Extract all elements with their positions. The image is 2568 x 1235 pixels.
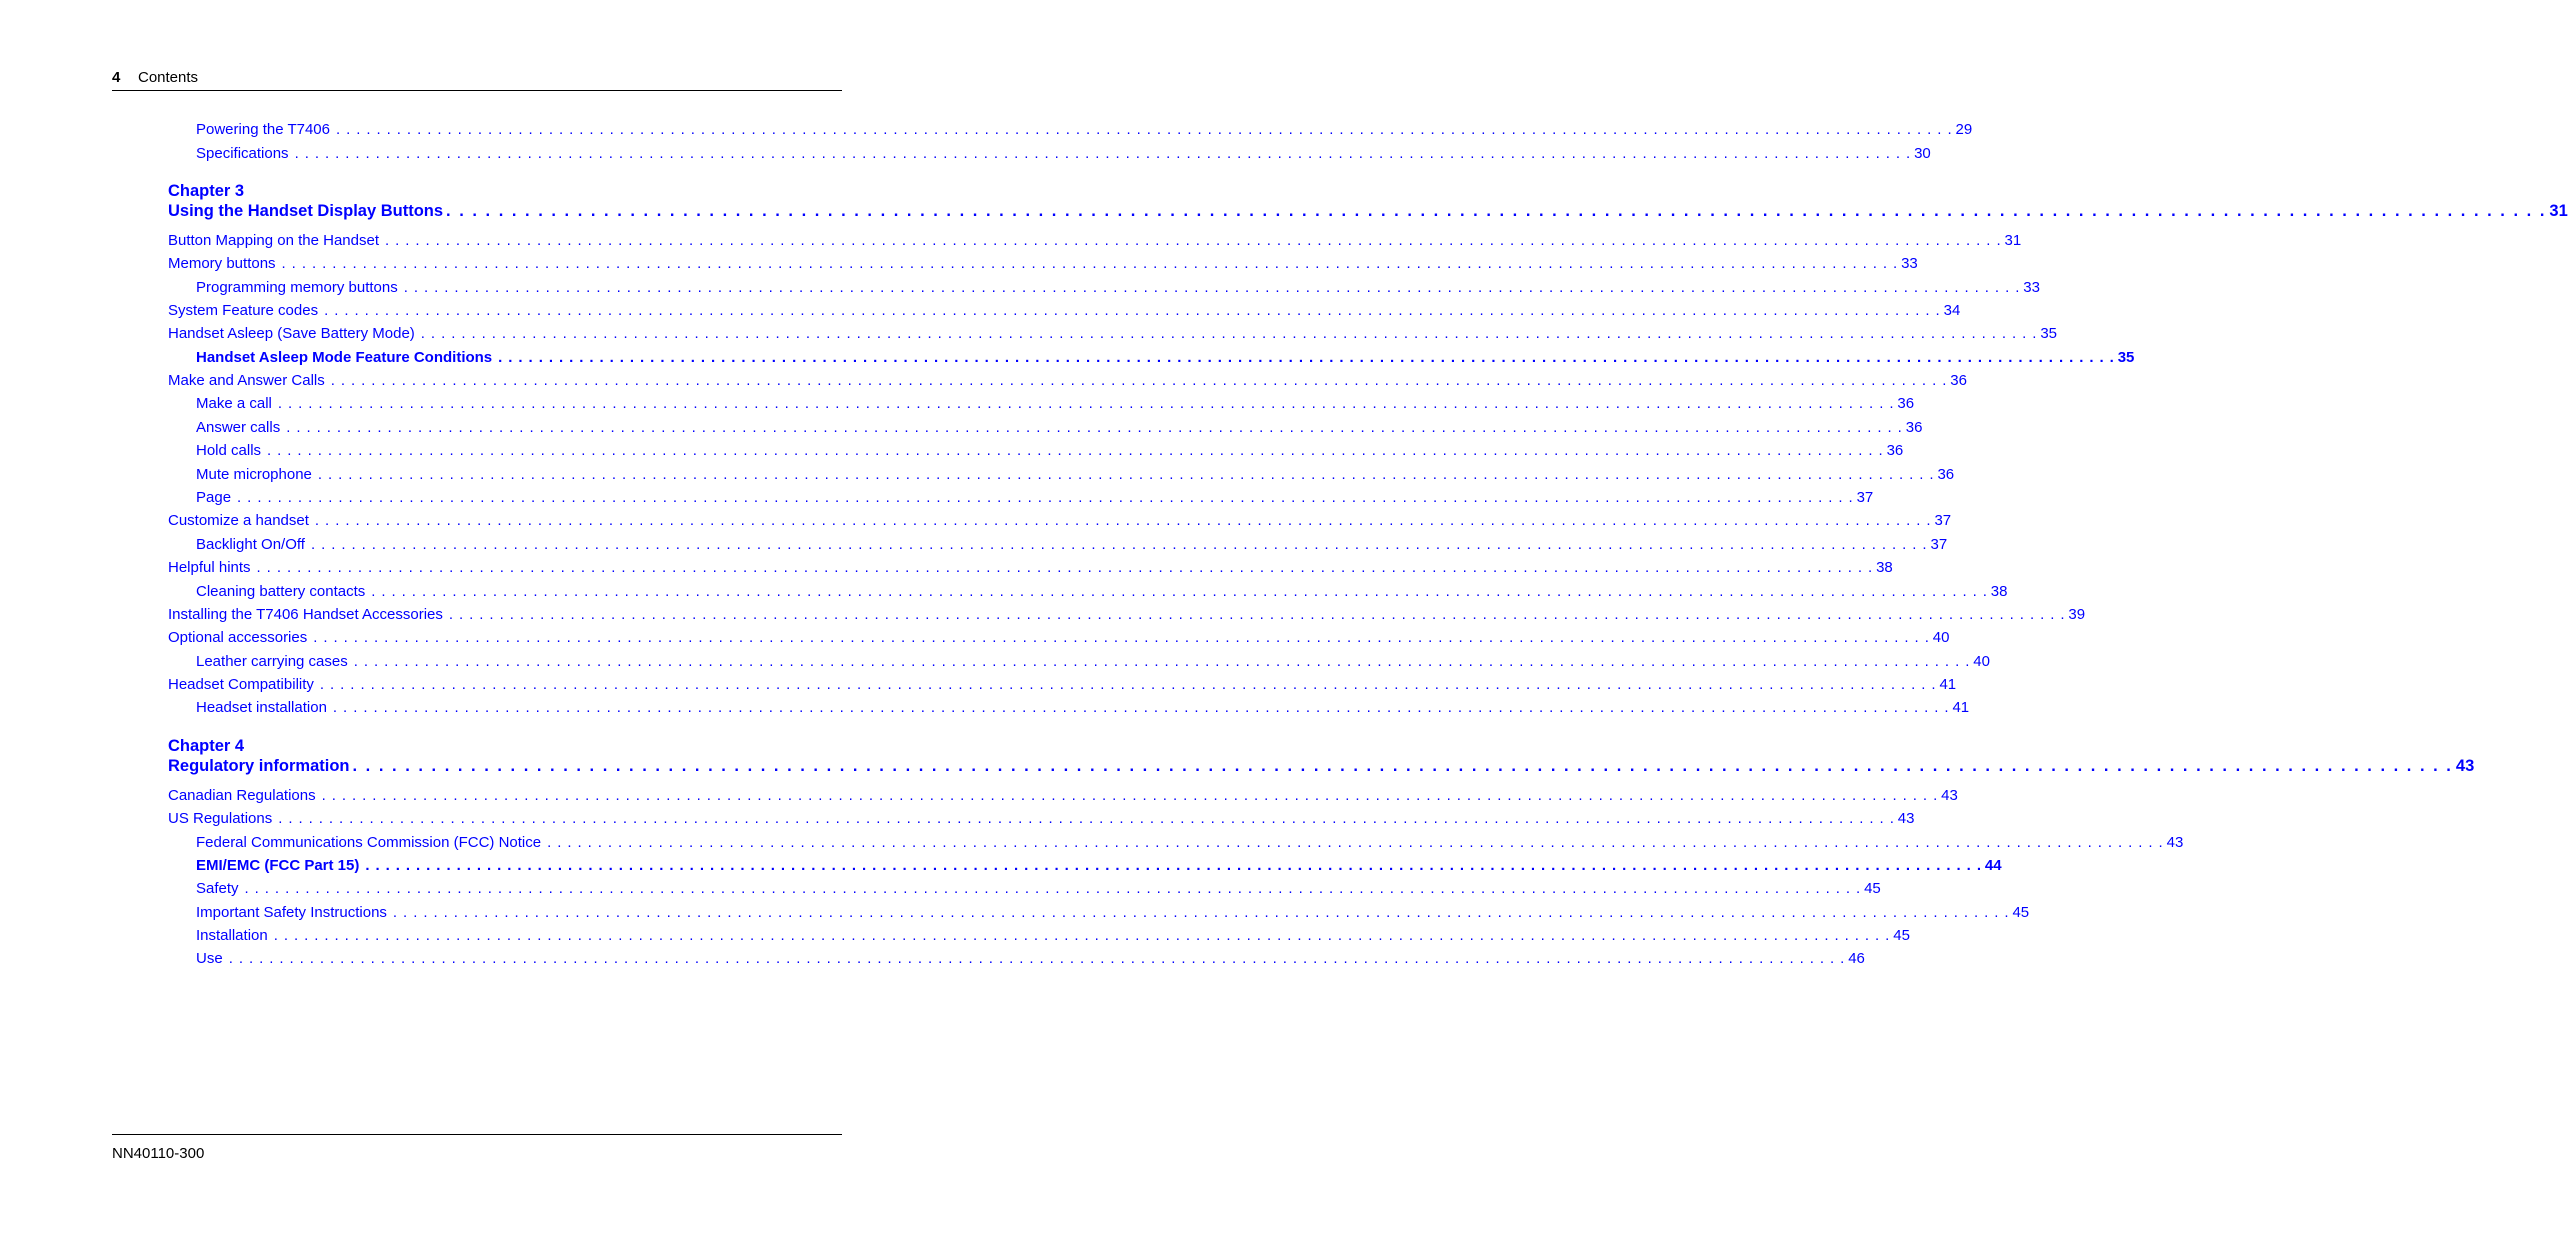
dot-leader: . . . . . . . . . . . . . . . . . . . . . . . . . . . . . . . . . . . . . . . . . . . . . . . . . . . . . . . . . . . . . . . . . . . . . . . . . . . . . . . . . . . . . . . . . . . . . . . . . . . . . . . . . . . . . . . . . . . . . . . . . . . . . . . . . . . . . . . . . . . . . . . . . . . . . . . . . . . . . . . . [310,536,1928,553]
dot-leader: . . . . . . . . . . . . . . . . . . . . . . . . . . . . . . . . . . . . . . . . . . . . . . . . . . . . . . . . . . . . . . . . . . . . . . . . . . . . . . . . . . . . . . . . . . . . . . . . . . . . . . . . . . . . . . . . . . . . . . . . . . . . . . . . . . . . . . . . . . . . . . . . . . . . . . . . . . . . . . . . [317,466,1935,483]
toc-page-number: 43 [1941,787,1958,804]
dot-leader: . . . . . . . . . . . . . . . . . . . . . . . . . . . . . . . . . . . . . . . . . . . . . . . . . . . . . . . . . . . . . . . . . . . . . . . . . . . . . . . . . . . . . . . . . . . . . . . . . . . . . . . . . . . . . . . . . . . . . . . . . . . . . . . . . . . . . . . . . . . . . . . . . . . . . . . . . . . . . . . . [277,395,1895,412]
toc-page-number: 34 [1943,302,1961,319]
toc-entry-customize-handset[interactable]: Customize a handset . . . . . . . . . . . . . . . . . . . . . . . . . . . . . . . . . . . . . . . . . . . . . . . . . . . . . . . . . . . . . . . . . . . . . . . . . . . . . . . . . . . . . . . . . . . . . . . . . . . . . . . . . . . . . . . . . . . . . . . . . . . . . . . . . . . . . . . . . . . . . . . . . . . . . . . . . . . . . . . . 37 [168,512,1952,529]
dot-leader: . . . . . . . . . . . . . . . . . . . . . . . . . . . . . . . . . . . . . . . . . . . . . . . . . . . . . . . . . . . . . . . . . . . . . . . . . . . . . . . . . . . . . . . . . . . . . . . . . . . . . . . . . . . . . . . . . . . . . . . . . . . . . . . . . . . . . . . . . . . . . . . . . . . . . . . . . . . . . . . . [352,757,2453,775]
dot-leader: . . . . . . . . . . . . . . . . . . . . . . . . . . . . . . . . . . . . . . . . . . . . . . . . . . . . . . . . . . . . . . . . . . . . . . . . . . . . . . . . . . . . . . . . . . . . . . . . . . . . . . . . . . . . . . . . . . . . . . . . . . . . . . . . . . . . . . . . . . . . . . . . . . . . . . . . . . . . . . . . [330,372,1948,389]
dot-leader: . . . . . . . . . . . . . . . . . . . . . . . . . . . . . . . . . . . . . . . . . . . . . . . . . . . . . . . . . . . . . . . . . . . . . . . . . . . . . . . . . . . . . . . . . . . . . . . . . . . . . . . . . . . . . . . . . . . . . . . . . . . . . . . . . . . . . . . . . . . . . . . . . . . . . . . . . . . . . . . . [278,810,1895,827]
toc-entry-headset-installation[interactable]: Headset installation . . . . . . . . . . . . . . . . . . . . . . . . . . . . . . . . . . . . . . . . . . . . . . . . . . . . . . . . . . . . . . . . . . . . . . . . . . . . . . . . . . . . . . . . . . . . . . . . . . . . . . . . . . . . . . . . . . . . . . . . . . . . . . . . . . . . . . . . . . . . . . . . . . . . . . . . . . . . . . . . 41 [196,699,1970,716]
dot-leader: . . . . . . . . . . . . . . . . . . . . . . . . . . . . . . . . . . . . . . . . . . . . . . . . . . . . . . . . . . . . . . . . . . . . . . . . . . . . . . . . . . . . . . . . . . . . . . . . . . . . . . . . . . . . . . . . . . . . . . . . . . . . . . . . . . . . . . . . . . . . . . . . . . . . . . . . . . . . . . . . [353,653,1971,670]
dot-leader: . . . . . . . . . . . . . . . . . . . . . . . . . . . . . . . . . . . . . . . . . . . . . . . . . . . . . . . . . . . . . . . . . . . . . . . . . . . . . . . . . . . . . . . . . . . . . . . . . . . . . . . . . . . . . . . . . . . . . . . . . . . . . . . . . . . . . . . . . . . . . . . . . . . . . . . . . . . . . . . . [446,202,2547,220]
toc-entry-button-mapping[interactable]: Button Mapping on the Handset . . . . . . . . . . . . . . . . . . . . . . . . . . . . . . . . . . . . . . . . . . . . . . . . . . . . . . . . . . . . . . . . . . . . . . . . . . . . . . . . . . . . . . . . . . . . . . . . . . . . . . . . . . . . . . . . . . . . . . . . . . . . . . . . . . . . . . . . . . . . . . . . . . . . . . . . . . . . . . . . 31 [168,232,2022,249]
toc-entry-page[interactable]: Page . . . . . . . . . . . . . . . . . . . . . . . . . . . . . . . . . . . . . . . . . . . . . . . . . . . . . . . . . . . . . . . . . . . . . . . . . . . . . . . . . . . . . . . . . . . . . . . . . . . . . . . . . . . . . . . . . . . . . . . . . . . . . . . . . . . . . . . . . . . . . . . . . . . . . . . . . . . . . . . . 37 [196,489,1874,506]
toc-entry-make-answer-calls[interactable]: Make and Answer Calls . . . . . . . . . . . . . . . . . . . . . . . . . . . . . . . . . . . . . . . . . . . . . . . . . . . . . . . . . . . . . . . . . . . . . . . . . . . . . . . . . . . . . . . . . . . . . . . . . . . . . . . . . . . . . . . . . . . . . . . . . . . . . . . . . . . . . . . . . . . . . . . . . . . . . . . . . . . . . . . . 36 [168,372,1967,389]
dot-leader: . . . . . . . . . . . . . . . . . . . . . . . . . . . . . . . . . . . . . . . . . . . . . . . . . . . . . . . . . . . . . . . . . . . . . . . . . . . . . . . . . . . . . . . . . . . . . . . . . . . . . . . . . . . . . . . . . . . . . . . . . . . . . . . . . . . . . . . . . . . . . . . . . . . . . . . . . . . . . . . . [313,629,1930,646]
toc-entry-specifications[interactable]: Specifications . . . . . . . . . . . . . . . . . . . . . . . . . . . . . . . . . . . . . . . . . . . . . . . . . . . . . . . . . . . . . . . . . . . . . . . . . . . . . . . . . . . . . . . . . . . . . . . . . . . . . . . . . . . . . . . . . . . . . . . . . . . . . . . . . . . . . . . . . . . . . . . . . . . . . . . . . . . . . . . . 30 [196,145,1931,162]
toc-page-number: 33 [2023,279,2040,296]
toc-entry-emi-emc[interactable]: EMI/EMC (FCC Part 15) . . . . . . . . . . . . . . . . . . . . . . . . . . . . . . . . . . . . . . . . . . . . . . . . . . . . . . . . . . . . . . . . . . . . . . . . . . . . . . . . . . . . . . . . . . . . . . . . . . . . . . . . . . . . . . . . . . . . . . . . . . . . . . . . . . . . . . . . . . . . . . . . . . . . . . . . . . . . . . . . 44 [196,857,2002,874]
toc-page-number: 46 [1848,950,1865,967]
toc-page-number: 37 [1934,512,1952,529]
toc-entry-optional-accessories[interactable]: Optional accessories . . . . . . . . . . . . . . . . . . . . . . . . . . . . . . . . . . . . . . . . . . . . . . . . . . . . . . . . . . . . . . . . . . . . . . . . . . . . . . . . . . . . . . . . . . . . . . . . . . . . . . . . . . . . . . . . . . . . . . . . . . . . . . . . . . . . . . . . . . . . . . . . . . . . . . . . . . . . . . . . 40 [168,629,1950,646]
toc-entry-hold-calls[interactable]: Hold calls . . . . . . . . . . . . . . . . . . . . . . . . . . . . . . . . . . . . . . . . . . . . . . . . . . . . . . . . . . . . . . . . . . . . . . . . . . . . . . . . . . . . . . . . . . . . . . . . . . . . . . . . . . . . . . . . . . . . . . . . . . . . . . . . . . . . . . . . . . . . . . . . . . . . . . . . . . . . . . . . 36 [196,442,1904,459]
toc-page-number: 36 [1905,419,1923,436]
toc-chapter-3-title[interactable]: Using the Handset Display Buttons . . . . . . . . . . . . . . . . . . . . . . . . . . . . . . . . . . . . . . . . . . . . . . . . . . . . . . . . . . . . . . . . . . . . . . . . . . . . . . . . . . . . . . . . . . . . . . . . . . . . . . . . . . . . . . . . . . . . . . . . . . . . . . . . . . . . . . . . . . . . . . . . . . . . . . . . . . . . . . . . 31 [168,202,2568,220]
dot-leader: . . . . . . . . . . . . . . . . . . . . . . . . . . . . . . . . . . . . . . . . . . . . . . . . . . . . . . . . . . . . . . . . . . . . . . . . . . . . . . . . . . . . . . . . . . . . . . . . . . . . . . . . . . . . . . . . . . . . . . . . . . . . . . . . . . . . . . . . . . . . . . . . . . . . . . . . . . . . . . . . [319,676,1937,693]
dot-leader: . . . . . . . . . . . . . . . . . . . . . . . . . . . . . . . . . . . . . . . . . . . . . . . . . . . . . . . . . . . . . . . . . . . . . . . . . . . . . . . . . . . . . . . . . . . . . . . . . . . . . . . . . . . . . . . . . . . . . . . . . . . . . . . . . . . . . . . . . . . . . . . . . . . . . . . . . . . . . . . . [324,302,1941,319]
dot-leader: . . . . . . . . . . . . . . . . . . . . . . . . . . . . . . . . . . . . . . . . . . . . . . . . . . . . . . . . . . . . . . . . . . . . . . . . . . . . . . . . . . . . . . . . . . . . . . . . . . . . . . . . . . . . . . . . . . . . . . . . . . . . . . . . . . . . . . . . . . . . . . . . . . . . . . . . . . . . . . . . [244,880,1862,897]
toc-page-number: 38 [1876,559,1893,576]
dot-leader: . . . . . . . . . . . . . . . . . . . . . . . . . . . . . . . . . . . . . . . . . . . . . . . . . . . . . . . . . . . . . . . . . . . . . . . . . . . . . . . . . . . . . . . . . . . . . . . . . . . . . . . . . . . . . . . . . . . . . . . . . . . . . . . . . . . . . . . . . . . . . . . . . . . . . . . . . . . . . . . . [547,834,2164,851]
toc-page-number: 36 [1886,442,1904,459]
toc-entry-memory-buttons[interactable]: Memory buttons . . . . . . . . . . . . . . . . . . . . . . . . . . . . . . . . . . . . . . . . . . . . . . . . . . . . . . . . . . . . . . . . . . . . . . . . . . . . . . . . . . . . . . . . . . . . . . . . . . . . . . . . . . . . . . . . . . . . . . . . . . . . . . . . . . . . . . . . . . . . . . . . . . . . . . . . . . . . . . . . 33 [168,255,1918,272]
toc-entry-helpful-hints[interactable]: Helpful hints . . . . . . . . . . . . . . . . . . . . . . . . . . . . . . . . . . . . . . . . . . . . . . . . . . . . . . . . . . . . . . . . . . . . . . . . . . . . . . . . . . . . . . . . . . . . . . . . . . . . . . . . . . . . . . . . . . . . . . . . . . . . . . . . . . . . . . . . . . . . . . . . . . . . . . . . . . . . . . . . 38 [168,559,1893,576]
toc-page-number: 36 [1937,466,1955,483]
toc-page-number: 30 [1914,145,1931,162]
dot-leader: . . . . . . . . . . . . . . . . . . . . . . . . . . . . . . . . . . . . . . . . . . . . . . . . . . . . . . . . . . . . . . . . . . . . . . . . . . . . . . . . . . . . . . . . . . . . . . . . . . . . . . . . . . . . . . . . . . . . . . . . . . . . . . . . . . . . . . . . . . . . . . . . . . . . . . . . . . . . . . . . [384,232,2002,249]
toc-page-number: 45 [2012,904,2030,921]
toc-entry-powering[interactable]: Powering the T7406 . . . . . . . . . . . . . . . . . . . . . . . . . . . . . . . . . . . . . . . . . . . . . . . . . . . . . . . . . . . . . . . . . . . . . . . . . . . . . . . . . . . . . . . . . . . . . . . . . . . . . . . . . . . . . . . . . . . . . . . . . . . . . . . . . . . . . . . . . . . . . . . . . . . . . . . . . . . . . . . . 29 [196,121,1973,138]
page-footer [112,1134,842,1162]
dot-leader: . . . . . . . . . . . . . . . . . . . . . . . . . . . . . . . . . . . . . . . . . . . . . . . . . . . . . . . . . . . . . . . . . . . . . . . . . . . . . . . . . . . . . . . . . . . . . . . . . . . . . . . . . . . . . . . . . . . . . . . . . . . . . . . . . . . . . . . . . . . . . . . . . . . . . . . . . . . . . . . . [267,442,1884,459]
dot-leader: . . . . . . . . . . . . . . . . . . . . . . . . . . . . . . . . . . . . . . . . . . . . . . . . . . . . . . . . . . . . . . . . . . . . . . . . . . . . . . . . . . . . . . . . . . . . . . . . . . . . . . . . . . . . . . . . . . . . . . . . . . . . . . . . . . . . . . . . . . . . . . . . . . . . . . . . . . . . . . . . [228,950,1846,967]
toc-entry-backlight[interactable]: Backlight On/Off . . . . . . . . . . . . . . . . . . . . . . . . . . . . . . . . . . . . . . . . . . . . . . . . . . . . . . . . . . . . . . . . . . . . . . . . . . . . . . . . . . . . . . . . . . . . . . . . . . . . . . . . . . . . . . . . . . . . . . . . . . . . . . . . . . . . . . . . . . . . . . . . . . . . . . . . . . . . . . . . 37 [196,536,1948,553]
toc-page-number: 35 [2117,349,2135,366]
dot-leader: . . . . . . . . . . . . . . . . . . . . . . . . . . . . . . . . . . . . . . . . . . . . . . . . . . . . . . . . . . . . . . . . . . . . . . . . . . . . . . . . . . . . . . . . . . . . . . . . . . . . . . . . . . . . . . . . . . . . . . . . . . . . . . . . . . . . . . . . . . . . . . . . . . . . . . . . . . . . . . . . [273,927,1891,944]
toc-entry-make-a-call[interactable]: Make a call . . . . . . . . . . . . . . . . . . . . . . . . . . . . . . . . . . . . . . . . . . . . . . . . . . . . . . . . . . . . . . . . . . . . . . . . . . . . . . . . . . . . . . . . . . . . . . . . . . . . . . . . . . . . . . . . . . . . . . . . . . . . . . . . . . . . . . . . . . . . . . . . . . . . . . . . . . . . . . . . 36 [196,395,1915,412]
toc-entry-programming-memory[interactable]: Programming memory buttons . . . . . . . . . . . . . . . . . . . . . . . . . . . . . . . . . . . . . . . . . . . . . . . . . . . . . . . . . . . . . . . . . . . . . . . . . . . . . . . . . . . . . . . . . . . . . . . . . . . . . . . . . . . . . . . . . . . . . . . . . . . . . . . . . . . . . . . . . . . . . . . . . . . . . . . . . . . . . . . . 33 [196,279,2040,296]
toc-entry-mute-microphone[interactable]: Mute microphone . . . . . . . . . . . . . . . . . . . . . . . . . . . . . . . . . . . . . . . . . . . . . . . . . . . . . . . . . . . . . . . . . . . . . . . . . . . . . . . . . . . . . . . . . . . . . . . . . . . . . . . . . . . . . . . . . . . . . . . . . . . . . . . . . . . . . . . . . . . . . . . . . . . . . . . . . . . . . . . . 36 [196,466,1955,483]
dot-leader: . . . . . . . . . . . . . . . . . . . . . . . . . . . . . . . . . . . . . . . . . . . . . . . . . . . . . . . . . . . . . . . . . . . . . . . . . . . . . . . . . . . . . . . . . . . . . . . . . . . . . . . . . . . . . . . . . . . . . . . . . . . . . . . . . . . . . . . . . . . . . . . . . . . . . . . . . . . . . . . . [365,857,1982,874]
toc-page-number: 31 [2004,232,2022,249]
toc-page-number: 31 [2549,202,2568,220]
toc-page-number: 29 [1955,121,1973,138]
toc-page-number: 43 [2455,757,2475,775]
toc-page-number: 40 [1973,653,1990,670]
chapter-3-label: Chapter 3 [168,182,245,200]
toc-page-number: 38 [1990,583,2008,600]
toc-entry-cleaning-battery[interactable]: Cleaning battery contacts . . . . . . . . . . . . . . . . . . . . . . . . . . . . . . . . . . . . . . . . . . . . . . . . . . . . . . . . . . . . . . . . . . . . . . . . . . . . . . . . . . . . . . . . . . . . . . . . . . . . . . . . . . . . . . . . . . . . . . . . . . . . . . . . . . . . . . . . . . . . . . . . . . . . . . . . . . . . . . . . 38 [196,583,2008,600]
toc-entry-installation[interactable]: Installation . . . . . . . . . . . . . . . . . . . . . . . . . . . . . . . . . . . . . . . . . . . . . . . . . . . . . . . . . . . . . . . . . . . . . . . . . . . . . . . . . . . . . . . . . . . . . . . . . . . . . . . . . . . . . . . . . . . . . . . . . . . . . . . . . . . . . . . . . . . . . . . . . . . . . . . . . . . . . . . . 45 [196,927,1910,944]
dot-leader: . . . . . . . . . . . . . . . . . . . . . . . . . . . . . . . . . . . . . . . . . . . . . . . . . . . . . . . . . . . . . . . . . . . . . . . . . . . . . . . . . . . . . . . . . . . . . . . . . . . . . . . . . . . . . . . . . . . . . . . . . . . . . . . . . . . . . . . . . . . . . . . . . . . . . . . . . . . . . . . . [314,512,1932,529]
dot-leader: . . . . . . . . . . . . . . . . . . . . . . . . . . . . . . . . . . . . . . . . . . . . . . . . . . . . . . . . . . . . . . . . . . . . . . . . . . . . . . . . . . . . . . . . . . . . . . . . . . . . . . . . . . . . . . . . . . . . . . . . . . . . . . . . . . . . . . . . . . . . . . . . . . . . . . . . . . . . . . . . [294,145,1912,162]
page-number: 4 [112,69,121,86]
dot-leader: . . . . . . . . . . . . . . . . . . . . . . . . . . . . . . . . . . . . . . . . . . . . . . . . . . . . . . . . . . . . . . . . . . . . . . . . . . . . . . . . . . . . . . . . . . . . . . . . . . . . . . . . . . . . . . . . . . . . . . . . . . . . . . . . . . . . . . . . . . . . . . . . . . . . . . . . . . . . . . . . [321,787,1939,804]
dot-leader: . . . . . . . . . . . . . . . . . . . . . . . . . . . . . . . . . . . . . . . . . . . . . . . . . . . . . . . . . . . . . . . . . . . . . . . . . . . . . . . . . . . . . . . . . . . . . . . . . . . . . . . . . . . . . . . . . . . . . . . . . . . . . . . . . . . . . . . . . . . . . . . . . . . . . . . . . . . . . . . . [286,419,1903,436]
toc-entry-safety[interactable]: Safety . . . . . . . . . . . . . . . . . . . . . . . . . . . . . . . . . . . . . . . . . . . . . . . . . . . . . . . . . . . . . . . . . . . . . . . . . . . . . . . . . . . . . . . . . . . . . . . . . . . . . . . . . . . . . . . . . . . . . . . . . . . . . . . . . . . . . . . . . . . . . . . . . . . . . . . . . . . . . . . . 45 [196,880,1881,897]
toc-page-number: 45 [1893,927,1910,944]
toc-page-number: 41 [1952,699,1970,716]
toc-page-number: 33 [1901,255,1918,272]
toc-page-number: 45 [1864,880,1881,897]
toc-entry-handset-asleep[interactable]: Handset Asleep (Save Battery Mode) . . . . . . . . . . . . . . . . . . . . . . . . . . . . . . . . . . . . . . . . . . . . . . . . . . . . . . . . . . . . . . . . . . . . . . . . . . . . . . . . . . . . . . . . . . . . . . . . . . . . . . . . . . . . . . . . . . . . . . . . . . . . . . . . . . . . . . . . . . . . . . . . . . . . . . . . . . . . . . . . 35 [168,325,2058,342]
toc-entry-us-regulations[interactable]: US Regulations . . . . . . . . . . . . . . . . . . . . . . . . . . . . . . . . . . . . . . . . . . . . . . . . . . . . . . . . . . . . . . . . . . . . . . . . . . . . . . . . . . . . . . . . . . . . . . . . . . . . . . . . . . . . . . . . . . . . . . . . . . . . . . . . . . . . . . . . . . . . . . . . . . . . . . . . . . . . . . . . 43 [168,810,1915,827]
running-header-title: Contents [138,69,199,86]
toc-page-number: 35 [2040,325,2058,342]
dot-leader: . . . . . . . . . . . . . . . . . . . . . . . . . . . . . . . . . . . . . . . . . . . . . . . . . . . . . . . . . . . . . . . . . . . . . . . . . . . . . . . . . . . . . . . . . . . . . . . . . . . . . . . . . . . . . . . . . . . . . . . . . . . . . . . . . . . . . . . . . . . . . . . . . . . . . . . . . . . . . . . . [281,255,1899,272]
dot-leader: . . . . . . . . . . . . . . . . . . . . . . . . . . . . . . . . . . . . . . . . . . . . . . . . . . . . . . . . . . . . . . . . . . . . . . . . . . . . . . . . . . . . . . . . . . . . . . . . . . . . . . . . . . . . . . . . . . . . . . . . . . . . . . . . . . . . . . . . . . . . . . . . . . . . . . . . . . . . . . . . [335,121,1953,138]
toc-page-number: 43 [2166,834,2184,851]
toc-entry-asleep-mode-conditions[interactable]: Handset Asleep Mode Feature Conditions . . . . . . . . . . . . . . . . . . . . . . . . . . . . . . . . . . . . . . . . . . . . . . . . . . . . . . . . . . . . . . . . . . . . . . . . . . . . . . . . . . . . . . . . . . . . . . . . . . . . . . . . . . . . . . . . . . . . . . . . . . . . . . . . . . . . . . . . . . . . . . . . . . . . . . . . . . . . . . . . 35 [196,349,2135,366]
dot-leader: . . . . . . . . . . . . . . . . . . . . . . . . . . . . . . . . . . . . . . . . . . . . . . . . . . . . . . . . . . . . . . . . . . . . . . . . . . . . . . . . . . . . . . . . . . . . . . . . . . . . . . . . . . . . . . . . . . . . . . . . . . . . . . . . . . . . . . . . . . . . . . . . . . . . . . . . . . . . . . . . [403,279,2021,296]
toc-chapter-4-title[interactable]: Regulatory information . . . . . . . . . . . . . . . . . . . . . . . . . . . . . . . . . . . . . . . . . . . . . . . . . . . . . . . . . . . . . . . . . . . . . . . . . . . . . . . . . . . . . . . . . . . . . . . . . . . . . . . . . . . . . . . . . . . . . . . . . . . . . . . . . . . . . . . . . . . . . . . . . . . . . . . . . . . . . . . . 43 [168,757,2475,775]
dot-leader: . . . . . . . . . . . . . . . . . . . . . . . . . . . . . . . . . . . . . . . . . . . . . . . . . . . . . . . . . . . . . . . . . . . . . . . . . . . . . . . . . . . . . . . . . . . . . . . . . . . . . . . . . . . . . . . . . . . . . . . . . . . . . . . . . . . . . . . . . . . . . . . . . . . . . . . . . . . . . . . . [332,699,1950,716]
dot-leader: . . . . . . . . . . . . . . . . . . . . . . . . . . . . . . . . . . . . . . . . . . . . . . . . . . . . . . . . . . . . . . . . . . . . . . . . . . . . . . . . . . . . . . . . . . . . . . . . . . . . . . . . . . . . . . . . . . . . . . . . . . . . . . . . . . . . . . . . . . . . . . . . . . . . . . . . . . . . . . . . [371,583,1988,600]
toc-page-number: 41 [1939,676,1957,693]
chapter-4-label: Chapter 4 [168,737,245,755]
dot-leader: . . . . . . . . . . . . . . . . . . . . . . . . . . . . . . . . . . . . . . . . . . . . . . . . . . . . . . . . . . . . . . . . . . . . . . . . . . . . . . . . . . . . . . . . . . . . . . . . . . . . . . . . . . . . . . . . . . . . . . . . . . . . . . . . . . . . . . . . . . . . . . . . . . . . . . . . . . . . . . . . [237,489,1854,506]
toc-entry-leather-cases[interactable]: Leather carrying cases . . . . . . . . . . . . . . . . . . . . . . . . . . . . . . . . . . . . . . . . . . . . . . . . . . . . . . . . . . . . . . . . . . . . . . . . . . . . . . . . . . . . . . . . . . . . . . . . . . . . . . . . . . . . . . . . . . . . . . . . . . . . . . . . . . . . . . . . . . . . . . . . . . . . . . . . . . . . . . . . 40 [196,653,1990,670]
toc-page-number: 43 [1897,810,1915,827]
toc-page-number: 36 [1950,372,1967,389]
toc-entry-canadian-regulations[interactable]: Canadian Regulations . . . . . . . . . . . . . . . . . . . . . . . . . . . . . . . . . . . . . . . . . . . . . . . . . . . . . . . . . . . . . . . . . . . . . . . . . . . . . . . . . . . . . . . . . . . . . . . . . . . . . . . . . . . . . . . . . . . . . . . . . . . . . . . . . . . . . . . . . . . . . . . . . . . . . . . . . . . . . . . . 43 [168,787,1958,804]
toc-entry-headset-compatibility[interactable]: Headset Compatibility . . . . . . . . . . . . . . . . . . . . . . . . . . . . . . . . . . . . . . . . . . . . . . . . . . . . . . . . . . . . . . . . . . . . . . . . . . . . . . . . . . . . . . . . . . . . . . . . . . . . . . . . . . . . . . . . . . . . . . . . . . . . . . . . . . . . . . . . . . . . . . . . . . . . . . . . . . . . . . . . 41 [168,676,1957,693]
toc-entry-fcc-notice[interactable]: Federal Communications Commission (FCC) Notice . . . . . . . . . . . . . . . . . . . . . . . . . . . . . . . . . . . . . . . . . . . . . . . . . . . . . . . . . . . . . . . . . . . . . . . . . . . . . . . . . . . . . . . . . . . . . . . . . . . . . . . . . . . . . . . . . . . . . . . . . . . . . . . . . . . . . . . . . . . . . . . . . . . . . . . . . . . . . . . . 43 [196,834,2184,851]
toc-page-number: 37 [1930,536,1948,553]
toc-page-number: 37 [1856,489,1874,506]
dot-leader: . . . . . . . . . . . . . . . . . . . . . . . . . . . . . . . . . . . . . . . . . . . . . . . . . . . . . . . . . . . . . . . . . . . . . . . . . . . . . . . . . . . . . . . . . . . . . . . . . . . . . . . . . . . . . . . . . . . . . . . . . . . . . . . . . . . . . . . . . . . . . . . . . . . . . . . . . . . . . . . . [392,904,2010,921]
dot-leader: . . . . . . . . . . . . . . . . . . . . . . . . . . . . . . . . . . . . . . . . . . . . . . . . . . . . . . . . . . . . . . . . . . . . . . . . . . . . . . . . . . . . . . . . . . . . . . . . . . . . . . . . . . . . . . . . . . . . . . . . . . . . . . . . . . . . . . . . . . . . . . . . . . . . . . . . . . . . . . . . [256,559,1874,576]
toc-page-number: 40 [1932,629,1950,646]
toc-entry-installing-accessories[interactable]: Installing the T7406 Handset Accessories . . . . . . . . . . . . . . . . . . . . . . . . . . . . . . . . . . . . . . . . . . . . . . . . . . . . . . . . . . . . . . . . . . . . . . . . . . . . . . . . . . . . . . . . . . . . . . . . . . . . . . . . . . . . . . . . . . . . . . . . . . . . . . . . . . . . . . . . . . . . . . . . . . . . . . . . . . . . . . . . 39 [168,606,2086,623]
toc-entry-important-safety[interactable]: Important Safety Instructions . . . . . . . . . . . . . . . . . . . . . . . . . . . . . . . . . . . . . . . . . . . . . . . . . . . . . . . . . . . . . . . . . . . . . . . . . . . . . . . . . . . . . . . . . . . . . . . . . . . . . . . . . . . . . . . . . . . . . . . . . . . . . . . . . . . . . . . . . . . . . . . . . . . . . . . . . . . . . . . . 45 [196,904,2030,921]
toc-entry-use[interactable]: Use . . . . . . . . . . . . . . . . . . . . . . . . . . . . . . . . . . . . . . . . . . . . . . . . . . . . . . . . . . . . . . . . . . . . . . . . . . . . . . . . . . . . . . . . . . . . . . . . . . . . . . . . . . . . . . . . . . . . . . . . . . . . . . . . . . . . . . . . . . . . . . . . . . . . . . . . . . . . . . . . 46 [196,950,1865,967]
document-number: NN40110-300 [112,1145,205,1162]
toc-page-number: 44 [1984,857,2002,874]
dot-leader: . . . . . . . . . . . . . . . . . . . . . . . . . . . . . . . . . . . . . . . . . . . . . . . . . . . . . . . . . . . . . . . . . . . . . . . . . . . . . . . . . . . . . . . . . . . . . . . . . . . . . . . . . . . . . . . . . . . . . . . . . . . . . . . . . . . . . . . . . . . . . . . . . . . . . . . . . . . . . . . . [498,349,2115,366]
dot-leader: . . . . . . . . . . . . . . . . . . . . . . . . . . . . . . . . . . . . . . . . . . . . . . . . . . . . . . . . . . . . . . . . . . . . . . . . . . . . . . . . . . . . . . . . . . . . . . . . . . . . . . . . . . . . . . . . . . . . . . . . . . . . . . . . . . . . . . . . . . . . . . . . . . . . . . . . . . . . . . . . [448,606,2066,623]
toc-page-number: 39 [2068,606,2086,623]
toc-entry-system-feature-codes[interactable]: System Feature codes . . . . . . . . . . . . . . . . . . . . . . . . . . . . . . . . . . . . . . . . . . . . . . . . . . . . . . . . . . . . . . . . . . . . . . . . . . . . . . . . . . . . . . . . . . . . . . . . . . . . . . . . . . . . . . . . . . . . . . . . . . . . . . . . . . . . . . . . . . . . . . . . . . . . . . . . . . . . . . . . 34 [168,302,1961,319]
toc-entry-answer-calls[interactable]: Answer calls . . . . . . . . . . . . . . . . . . . . . . . . . . . . . . . . . . . . . . . . . . . . . . . . . . . . . . . . . . . . . . . . . . . . . . . . . . . . . . . . . . . . . . . . . . . . . . . . . . . . . . . . . . . . . . . . . . . . . . . . . . . . . . . . . . . . . . . . . . . . . . . . . . . . . . . . . . . . . . . . 36 [196,419,1923,436]
dot-leader: . . . . . . . . . . . . . . . . . . . . . . . . . . . . . . . . . . . . . . . . . . . . . . . . . . . . . . . . . . . . . . . . . . . . . . . . . . . . . . . . . . . . . . . . . . . . . . . . . . . . . . . . . . . . . . . . . . . . . . . . . . . . . . . . . . . . . . . . . . . . . . . . . . . . . . . . . . . . . . . . [420,325,2038,342]
toc-page-number: 36 [1897,395,1915,412]
